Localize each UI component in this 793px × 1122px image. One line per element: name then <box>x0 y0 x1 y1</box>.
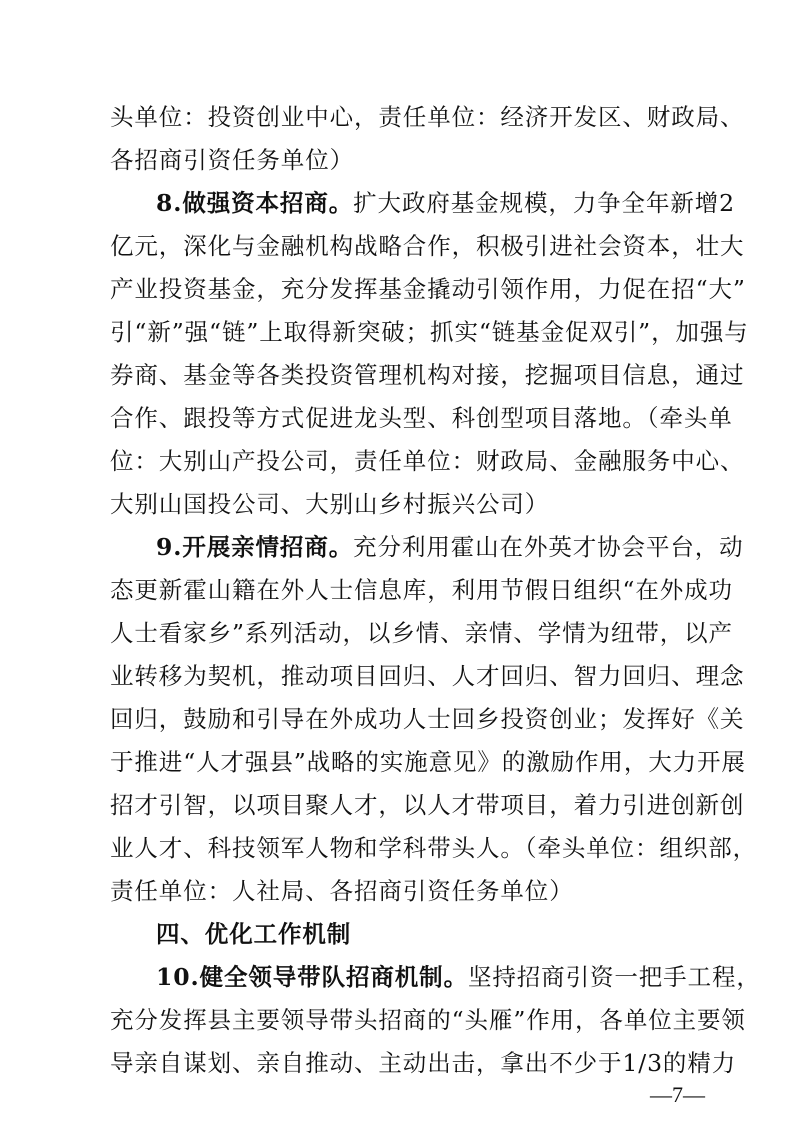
line-text: 于推进“人才强县”战略的实施意见》的激励作用，大力开展 <box>110 748 746 776</box>
line-text: 头单位：投资创业中心，责任单位：经济开发区、财政局、 <box>110 103 745 131</box>
line-text: 充分发挥县主要领导带头招商的“头雁”作用，各单位主要领 <box>110 1006 746 1034</box>
paragraph-10-first-line <box>156 957 761 997</box>
text-line <box>110 484 692 524</box>
line-text: 责任单位：人社局、各招商引资任务单位） <box>110 877 574 905</box>
text-line <box>110 441 745 481</box>
line-text: 位：大别山产投公司，责任单位：财政局、金融服务中心、 <box>110 447 745 475</box>
text-line <box>110 570 733 610</box>
item-9-heading: 9.开展亲情招商。 <box>156 533 354 561</box>
text-line <box>110 97 745 137</box>
text-line <box>110 312 749 352</box>
text-line <box>110 269 746 309</box>
line-text: 合作、跟投等方式促进龙头型、科创型项目落地。（牵头单 <box>110 404 733 432</box>
section-heading <box>156 914 692 954</box>
line-text: 扩大政府基金规模，力争全年新增2 <box>353 189 735 217</box>
text-line <box>110 785 745 825</box>
line-text: 引“新”强“链”上取得新突破；抓实“链基金促双引”，加强与 <box>110 318 749 346</box>
text-line <box>110 140 692 180</box>
text-line <box>110 1043 737 1083</box>
line-text: 坚持招商引资一把手工程， <box>467 963 761 991</box>
line-text: 人士看家乡”系列活动，以乡情、亲情、学情为纽带，以产 <box>110 619 733 647</box>
text-line <box>110 699 745 739</box>
text-line <box>110 828 758 868</box>
line-text: 导亲自谋划、亲自推动、主动出击，拿出不少于1/3的精力 <box>110 1049 737 1077</box>
text-line <box>110 871 692 911</box>
text-line <box>110 355 745 395</box>
section-heading-text: 四、优化工作机制 <box>156 920 352 948</box>
text-line <box>110 613 733 653</box>
item-10-heading: 10.健全领导带队招商机制。 <box>156 963 468 991</box>
line-text: 招才引智，以项目聚人才，以人才带项目，着力引进创新创 <box>110 791 745 819</box>
paragraph-8-first-line <box>156 183 735 223</box>
line-text: 各招商引资任务单位） <box>110 146 354 174</box>
text-line <box>110 226 745 266</box>
line-text: 大别山国投公司、大别山乡村振兴公司） <box>110 490 550 518</box>
line-text: 业人才、科技领军人物和学科带头人。（牵头单位：组织部， <box>110 834 758 862</box>
text-line <box>110 398 733 438</box>
line-text: 态更新霍山籍在外人士信息库，利用节假日组织“在外成功 <box>110 576 733 604</box>
line-text: 回归，鼓励和引导在外成功人士回乡投资创业；发挥好《关 <box>110 705 745 733</box>
line-text: 业转移为契机，推动项目回归、人才回归、智力回归、理念 <box>110 662 745 690</box>
text-line <box>110 656 745 696</box>
line-text: 亿元，深化与金融机构战略合作，积极引进社会资本，壮大 <box>110 232 745 260</box>
paragraph-9-first-line <box>156 527 744 567</box>
item-8-heading: 8.做强资本招商。 <box>156 189 354 217</box>
line-text: 券商、基金等各类投资管理机构对接，挖掘项目信息，通过 <box>110 361 745 389</box>
text-line <box>110 742 746 782</box>
page-number: —7— <box>650 1082 705 1107</box>
line-text: 产业投资基金，充分发挥基金撬动引领作用，力促在招“大” <box>110 275 746 303</box>
line-text: 充分利用霍山在外英才协会平台，动 <box>353 533 744 561</box>
text-line <box>110 1000 746 1040</box>
